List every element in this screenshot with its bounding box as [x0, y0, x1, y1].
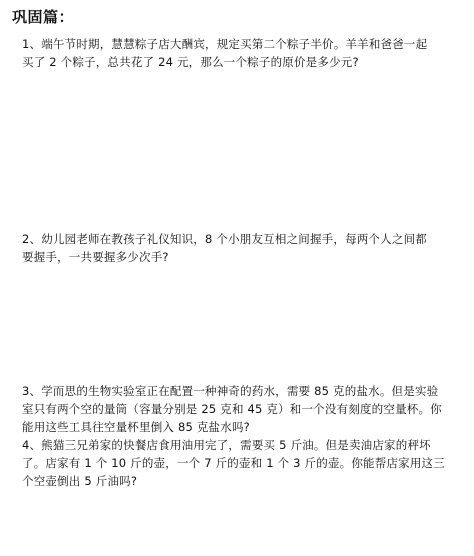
question-3-line-1: 3、学而思的生物实验室正在配置一种神奇的药水，需要 85 克的盐水。但是实验	[22, 384, 439, 398]
question-2-line-1: 2、幼儿园老师在教孩子礼仪知识，8 个小朋友互相之间握手，每两个人之间都	[22, 232, 427, 246]
question-3	[22, 382, 462, 436]
question-4	[22, 436, 462, 490]
question-1-line-2: 买了 2 个粽子，总共花了 24 元，那么一个粽子的原价是多少元?	[22, 55, 359, 69]
question-2-line-2: 要握手，一共要握多少次手?	[22, 250, 169, 264]
question-1-line-1: 1、端午节时期，慧慧粽子店大酬宾，规定买第二个粽子半价。羊羊和爸爸一起	[22, 37, 428, 51]
question-3-line-3: 能用这些工具往空量杯里倒入 85 克盐水吗?	[22, 420, 250, 434]
section-title: 巩固篇：	[12, 8, 75, 26]
question-2	[22, 230, 462, 266]
question-3-line-2: 室只有两个空的量筒（容量分别是 25 克和 45 克）和一个没有刻度的空量杯。你	[22, 402, 442, 416]
question-1	[22, 35, 462, 71]
question-4-line-2: 了。店家有 1 个 10 斤的壶，一个 7 斤的壶和 1 个 3 斤的壶。你能帮店家用这三	[22, 456, 445, 470]
question-4-line-1: 4、熊猫三兄弟家的快餐店食用油用完了，需要买 5 斤油。但是卖油店家的秤坏	[22, 438, 431, 452]
question-4-line-3: 个空壶倒出 5 斤油吗?	[22, 474, 138, 488]
